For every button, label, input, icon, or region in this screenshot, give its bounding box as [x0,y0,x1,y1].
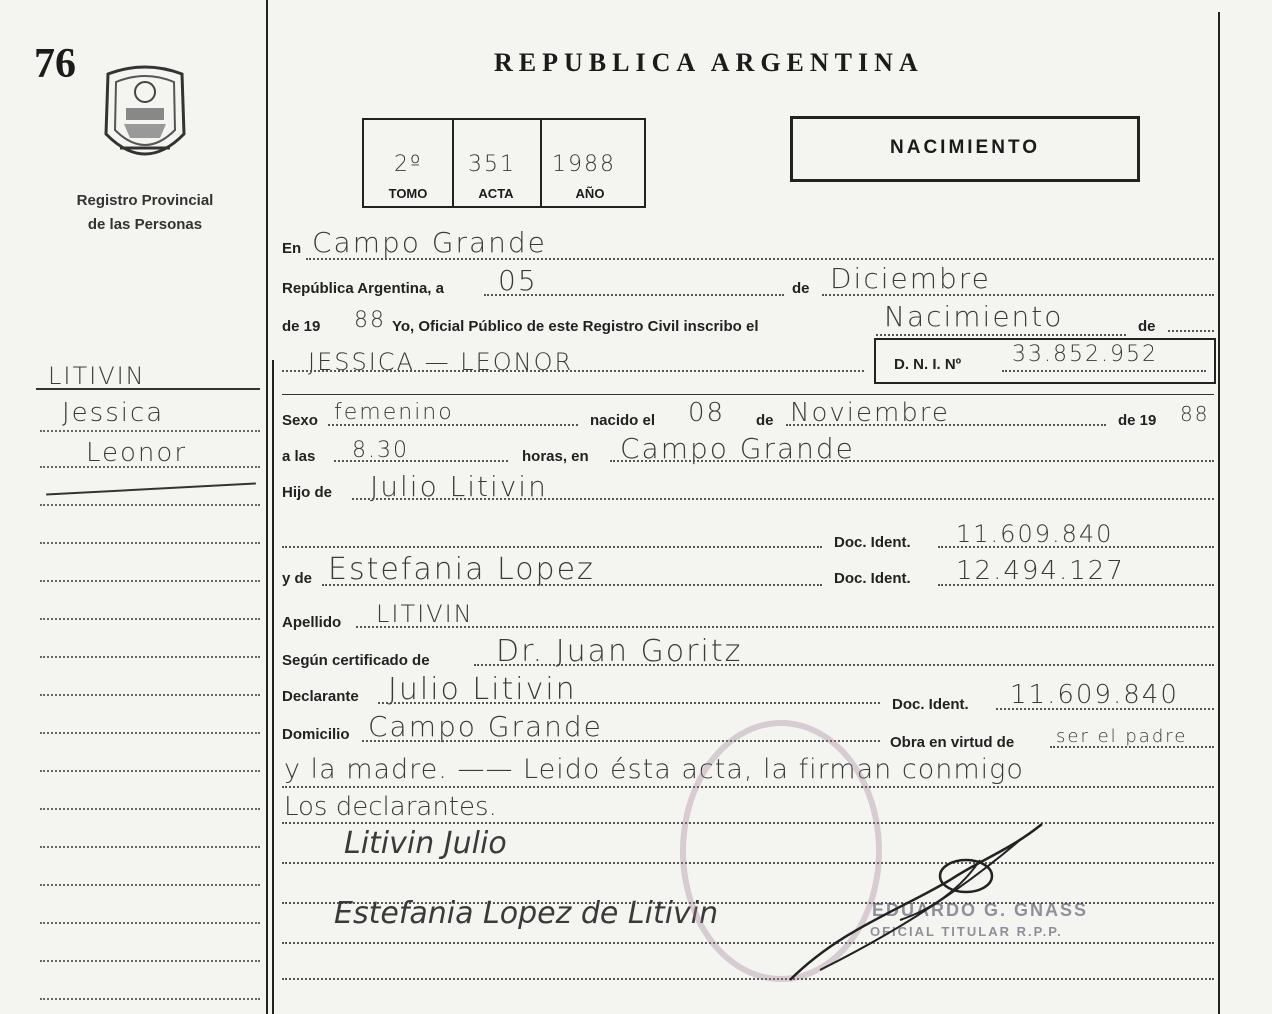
madre-doc-line [938,584,1214,586]
margin-surname-underline [36,388,260,390]
margin-line [40,732,260,734]
acta-label: ACTA [478,186,514,201]
dni-label: D. N. I. Nº [894,356,962,373]
margin-line [40,846,260,848]
y-de-label: y de [282,570,313,587]
month-value: Diciembre [830,262,991,295]
apellido-value: LITIVIN [376,600,474,628]
birth-month: Noviembre [790,398,950,428]
obra-line [1050,746,1214,748]
sexo-label: Sexo [282,412,318,429]
margin-line [40,694,260,696]
de19-label: de 19 [1118,412,1157,429]
de2-label: de [1138,318,1156,335]
madre-doc-label: Doc. Ident. [834,570,911,587]
continuation-line-1: y la madre. —— Leido ésta acta, la firman conmigo [284,754,1024,785]
margin-line [40,884,260,886]
page-number: 76 [34,41,76,87]
inner-frame-line [272,360,274,1014]
declarante-value: Julio Litivin [388,672,577,707]
margin-strike-line [46,483,256,496]
margin-line [40,960,260,962]
oficial-text: Yo, Oficial Público de este Registro Civil inscribo el [392,318,759,335]
en-label: En [282,240,302,257]
nacido-label: nacido el [590,412,656,429]
de2-line [1168,330,1214,332]
margin-line [40,618,260,620]
margin-line [40,656,260,658]
margin-surname: LITIVIN [48,362,146,390]
de3-label: de [756,412,774,429]
birth-place: Campo Grande [620,432,855,465]
birth-year-suffix: 88 [1180,402,1210,426]
hora-value: 8.30 [352,438,409,463]
de-label: de [792,280,810,297]
document-title: REPUBLICA ARGENTINA [494,48,924,77]
madre-value: Estefania Lopez [328,552,595,587]
tomo-acta-anio-box [362,118,646,208]
hora-line [334,460,508,462]
certificado-line [474,664,1214,666]
margin-line [40,430,260,432]
continuation-line-2: Los declarantes. [284,792,497,822]
sexo-line [328,424,578,426]
tomo-label: TOMO [388,186,428,201]
nombre-line [282,370,864,372]
madre-line [322,584,822,586]
padre-value: Julio Litivin [370,470,548,503]
certificado-label: Según certificado de [282,652,430,669]
dni-line [1002,370,1206,372]
margin-line [40,466,260,468]
year-suffix: 88 [354,308,386,333]
officer-name: EDUARDO G. GNASS [872,900,1089,920]
declarante-line [378,702,880,704]
officer-title: OFICIAL TITULAR R.P.P. [870,924,1063,939]
acta-value: 351 [468,152,516,177]
registry-title-line1: Registro Provincial [76,192,214,209]
republica-label: República Argentina, a [282,280,444,297]
ruled-line [282,978,1214,980]
row-divider [282,394,1214,395]
signature-madre: Estefania Lopez de Litivin [334,896,719,931]
madre-doc-value: 12.494.127 [956,556,1125,586]
day-value: 05 [498,264,538,297]
margin-line [40,922,260,924]
place-value: Campo Grande [312,226,547,259]
padre-extra-line [282,546,822,548]
registry-title-line2: de las Personas [87,216,203,233]
padre-doc-line [938,546,1214,548]
tomo-value: 2º [394,152,423,177]
birth-place-line [610,460,1214,462]
left-frame-line [266,0,268,1014]
anio-value: 1988 [552,152,616,177]
apellido-label: Apellido [282,614,342,631]
nombre-value: JESSICA — LEONOR [308,348,574,376]
margin-line [40,504,260,506]
obra-value: ser el padre [1056,726,1188,747]
declarante-label: Declarante [282,688,359,705]
act-type-box [790,116,1140,182]
a-las-label: a las [282,448,316,465]
padre-line [352,498,1214,500]
margin-line [40,770,260,772]
officer-signature [780,820,1070,990]
margin-line [40,808,260,810]
act-type-label: NACIMIENTO [890,137,1040,158]
day-line [484,294,784,296]
margin-first-name: Jessica [62,398,165,428]
domicilio-label: Domicilio [282,726,350,743]
margin-second-name: Leonor [86,438,188,468]
margin-line [40,998,260,1000]
dni-value: 33.852.952 [1012,342,1158,367]
obra-label: Obra en virtud de [890,734,1015,751]
right-frame-line [1218,12,1220,1014]
padre-doc-label: Doc. Ident. [834,534,911,551]
horas-en-label: horas, en [522,448,589,465]
declarante-doc-label: Doc. Ident. [892,696,969,713]
month-line [822,294,1214,296]
declarante-doc-line [996,708,1214,710]
birth-day: 08 [688,398,726,428]
margin-line [40,580,260,582]
declarante-doc-value: 11.609.840 [1010,680,1179,710]
hijo-label: Hijo de [282,484,333,501]
sexo-value: femenino [334,400,454,425]
acto-value: Nacimiento [884,300,1064,333]
acto-line [876,334,1126,336]
anio-label: AÑO [575,186,605,201]
domicilio-value: Campo Grande [368,710,603,743]
provincial-seal [100,64,190,168]
certificado-value: Dr. Juan Goritz [496,634,743,669]
place-line [306,258,1214,260]
padre-doc-value: 11.609.840 [956,520,1114,548]
apellido-line [356,626,1214,628]
signature-declarante: Litivin Julio [344,826,507,861]
de-year-label: de 19 [282,318,321,335]
margin-line [40,542,260,544]
birth-month-line [786,424,1106,426]
